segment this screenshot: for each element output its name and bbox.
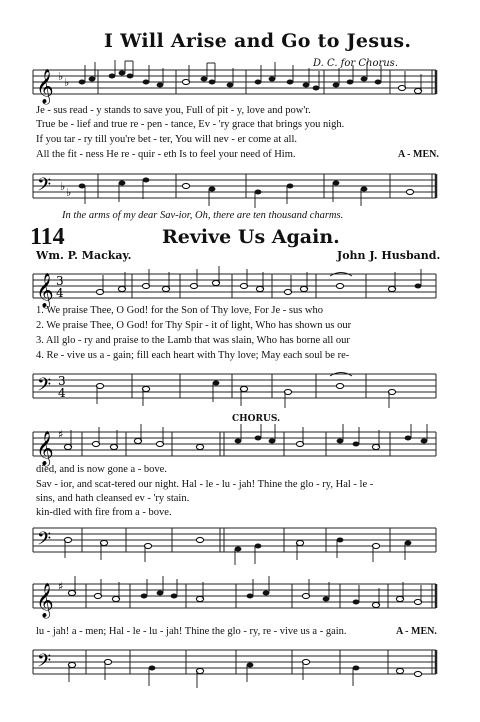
svg-text:3: 3 xyxy=(58,374,66,388)
treble-clef-icon: 𝄞 xyxy=(36,69,54,104)
svg-text:♯: ♯ xyxy=(58,580,64,593)
system-2-line-4: kin-dled with fire from a - bove. xyxy=(36,507,172,518)
hymn-2-verse-2: 2. We praise Thee, O God! for Thy Spir - it of light, Who has shown us our xyxy=(36,320,352,331)
svg-text:𝄞: 𝄞 xyxy=(36,583,54,618)
dc-for-chorus-label: D. C. for Chorus. xyxy=(313,58,398,69)
composer-credit: John J. Husband. xyxy=(337,249,441,262)
svg-text:4: 4 xyxy=(56,286,64,300)
hymn-2-amen: A - MEN. xyxy=(396,626,437,637)
svg-text:𝄞: 𝄞 xyxy=(36,273,54,308)
hymn-1-refrain: In the arms of my dear Sav-ior, Oh, there are ten thousand charms. xyxy=(62,210,344,221)
hymn-2-system-3-bass-staff xyxy=(0,642,480,698)
hymn-number: 114 xyxy=(30,224,65,250)
svg-text:𝄢: 𝄢 xyxy=(37,375,52,400)
system-2-line-1: died, and is now gone a - bove. xyxy=(36,464,167,475)
svg-text:𝄢: 𝄢 xyxy=(37,651,52,676)
hymn-1-bass-staff xyxy=(0,164,480,212)
hymn-2-system-2-bass-staff xyxy=(0,520,480,570)
system-2-line-2: Sav - ior, and scat-tered our night. Hal - le - lu - jah! Thine the glo - ry, Hal - le - xyxy=(36,479,374,490)
hymn-2-system-3-treble-staff xyxy=(0,576,480,626)
hymn-2-title: Revive Us Again. xyxy=(162,226,340,248)
svg-text:♭: ♭ xyxy=(66,186,72,199)
svg-text:3: 3 xyxy=(56,274,64,288)
hymn-1-verse-4: All the fit - ness He re - quir - eth Is to feel your need of Him. xyxy=(36,149,296,160)
hymn-2-verse-1: 1. We praise Thee, O God! for the Son of Thy love, For Je - sus who xyxy=(36,305,323,316)
hymn-1-verse-3: If you tar - ry till you're bet - ter, You will nev - er come at all. xyxy=(36,134,297,145)
hymn-1-title: I Will Arise and Go to Jesus. xyxy=(104,30,412,52)
svg-text:♭: ♭ xyxy=(58,70,64,83)
bass-clef-icon: 𝄢 xyxy=(37,175,52,200)
hymn-1-verse-1: Je - sus read - y stands to save you, Full of pit - y, love and pow'r. xyxy=(36,105,311,116)
hymn-1-verse-2: True be - lief and true re - pen - tance, Ev - 'ry grace that brings you nigh. xyxy=(36,119,345,130)
hymn-1-amen: A - MEN. xyxy=(398,149,439,160)
system-3-line: lu - jah! a - men; Hal - le - lu - jah! Thine the glo - ry, re - vive us a - gain. xyxy=(36,626,347,637)
hymn-2-verse-4: 4. Re - vive us a - gain; fill each heart with Thy love; May each soul be re- xyxy=(36,350,350,361)
svg-text:𝄢: 𝄢 xyxy=(37,529,52,554)
hymn-2-verse-3: 3. All glo - ry and praise to the Lamb that was slain, Who has borne all our xyxy=(36,335,350,346)
chorus-label: CHORUS. xyxy=(232,414,281,424)
svg-text:𝄞: 𝄞 xyxy=(36,431,54,466)
svg-text:4: 4 xyxy=(58,386,66,400)
hymn-2-system-1-bass-staff xyxy=(0,366,480,414)
svg-text:♭: ♭ xyxy=(60,180,66,193)
author-credit: Wm. P. Mackay. xyxy=(36,249,132,262)
svg-text:♭: ♭ xyxy=(64,76,70,89)
svg-text:♯: ♯ xyxy=(58,428,64,441)
system-2-line-3: sins, and hath cleansed ev - 'ry stain. xyxy=(36,493,190,504)
